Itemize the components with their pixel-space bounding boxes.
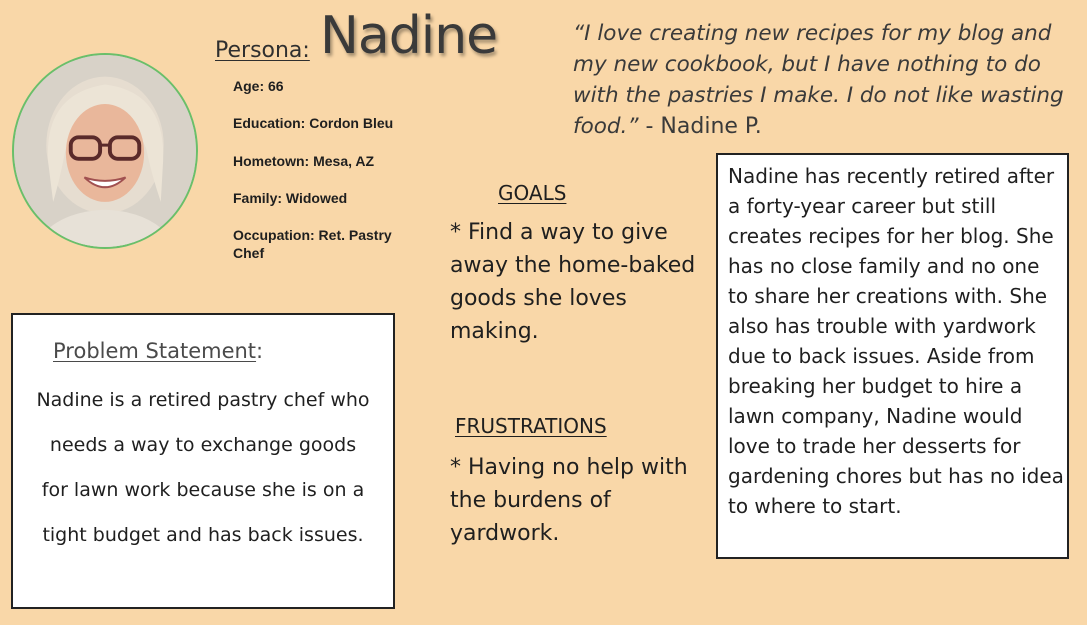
persona-quote (573, 18, 1073, 142)
persona-name: Nadine (320, 6, 498, 66)
demo-hometown: Hometown: Mesa, AZ (233, 153, 375, 169)
demo-occupation-line2: Chef (233, 245, 265, 261)
frustrations-heading: FRUSTRATIONS (455, 414, 607, 438)
persona-label: Persona: (215, 38, 310, 63)
problem-line: Nadine is a retired pastry chef who (36, 389, 370, 411)
portrait-image (14, 55, 196, 247)
demo-occupation (233, 226, 423, 262)
problem-statement-text (13, 378, 393, 558)
problem-statement-title-colon: : (256, 339, 264, 363)
problem-statement-title-text: Problem Statement (53, 339, 257, 363)
goals-heading: GOALS (498, 181, 567, 205)
problem-statement-box (11, 313, 395, 609)
demo-age: Age: 66 (233, 78, 284, 94)
frustrations-item: * Having no help with the burdens of yardwork. (450, 455, 688, 546)
goals-item: * Find a way to give away the home-baked goods she loves making. (450, 220, 696, 344)
quote-author: - Nadine P. (638, 114, 762, 139)
demo-education: Education: Cordon Bleu (233, 115, 394, 131)
problem-line: needs a way to exchange goods (49, 434, 357, 456)
quote-text: “I love creating new recipes for my blog and my new cookbook, but I have nothing to do with the pastries I make. I do not like wasting food.” (573, 21, 1064, 139)
demo-occupation-line1: Occupation: Ret. Pastry (233, 227, 392, 243)
bio-text: Nadine has recently retired after a forty-year career but still creates recipes for her blog. She has no close family and no one to share her creations with. She also has trouble with yardwork due to back issues. Aside from breaking her budget to hire a lawn company, Nadine would love to trade her desserts for gardening chores but has no idea to where to start. (728, 164, 1064, 518)
demo-family: Family: Widowed (233, 190, 348, 206)
problem-statement-title (53, 339, 263, 363)
bio-box (716, 153, 1069, 559)
problem-line: tight budget and has back issues. (42, 524, 364, 546)
avatar (12, 53, 198, 249)
problem-line: for lawn work because she is on a (41, 479, 365, 501)
